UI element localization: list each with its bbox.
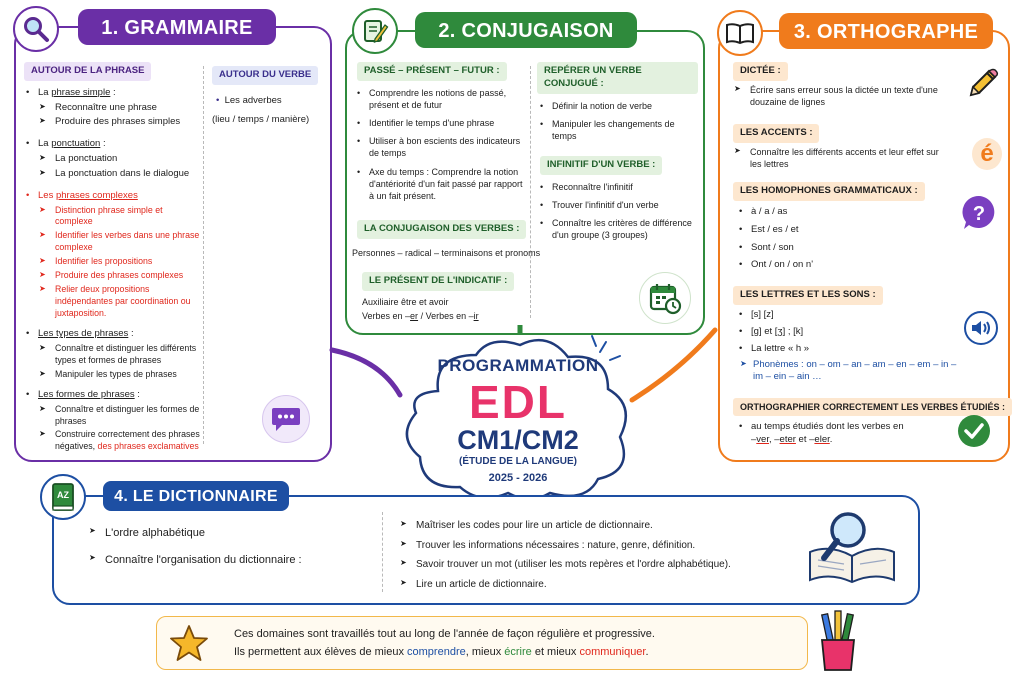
conjugaison-title: 2. CONJUGAISON — [415, 12, 637, 48]
center-programmation: PROGRAMMATION — [437, 356, 599, 375]
dictionary-icon-badge — [40, 474, 86, 520]
dictionary-book-icon — [50, 482, 76, 512]
book-magnifier-icon — [806, 508, 898, 584]
present-line: Auxiliaire être et avoir — [362, 296, 449, 307]
star-icon — [168, 622, 210, 664]
center-level: CM1/CM2 — [457, 424, 579, 455]
list-item: • Identifier le temps d'une phrase — [357, 117, 527, 129]
list-item: • Axe du temps : Comprendre la notion d'antériorité d'un fait passé par rapport à un fait présent. — [357, 166, 527, 202]
list-item: ➤ Trouver les informations nécessaires : nature, genre, définition. — [399, 539, 731, 553]
subheading-conjugaison-verbes: LA CONJUGAISON DES VERBES : — [357, 220, 526, 239]
list-item: • au temps étudiés dont les verbes en –ver, –eter et –eler. — [739, 421, 909, 447]
center-edl: EDL — [469, 375, 567, 428]
subheading-infinitif: INFINITIF D'UN VERBE : — [540, 156, 662, 175]
subheading-autour-verbe: AUTOUR DU VERBE — [212, 66, 318, 85]
adverbes-item: • Les adverbes — [216, 94, 282, 106]
list-item: ➤ Lire un article de dictionnaire. — [399, 578, 731, 592]
list-item: • La ponctuation : ➤ La ponctuation ➤ La ponctuation dans le dialogue — [26, 138, 200, 180]
grammaire-title: 1. GRAMMAIRE — [78, 9, 276, 45]
footer-line: Ils permettent aux élèves de mieux comprendre, mieux écrire et mieux communiquer. — [234, 646, 649, 658]
subheading-reperer-verbe: REPÉRER UN VERBE CONJUGUÉ : — [537, 62, 698, 94]
list-item: • Les types de phrases : ➤ Connaître et distinguer les différents types et formes de phrases ➤ Manipuler les types de phrases — [26, 328, 200, 380]
list-item: ➤ Connaître les différents accents et leur effet sur les lettres — [733, 146, 943, 170]
subheading-passe-present-futur: PASSÉ – PRÉSENT – FUTUR : — [357, 62, 507, 81]
divider — [382, 512, 383, 592]
dictionnaire-left-list — [88, 524, 302, 568]
list-item: • Connaître les critères de différence d'un groupe (3 groupes) — [540, 217, 698, 241]
subheading-accents: LES ACCENTS : — [733, 124, 819, 143]
list-item: ➤ L'ordre alphabétique — [88, 526, 302, 541]
center-title-block — [398, 355, 638, 486]
list-item: • Les formes de phrases : ➤ Connaître et distinguer les formes de phrases ➤ Construire correctement des phrases négatives, des phrases exclamatives — [26, 389, 200, 453]
list-item: • Manipuler les changements de temps — [540, 118, 698, 142]
subheading-lettres-sons: LES LETTRES ET LES SONS : — [733, 286, 883, 305]
list-item: ➤ Maîtriser les codes pour lire un article de dictionnaire. — [399, 519, 731, 533]
list-item: • Sont / son — [739, 242, 943, 255]
svg-text:AZ: AZ — [57, 490, 69, 500]
orthographe-title: 3. ORTHOGRAPHE — [779, 13, 993, 49]
list-item: ➤ Connaître l'organisation du dictionnaire : — [88, 553, 302, 568]
subheading-present-indicatif: LE PRÉSENT DE L'INDICATIF : — [362, 272, 514, 291]
list-item: • Utiliser à bon escients des indicateurs de temps — [357, 135, 527, 159]
center-subtitle: (ÉTUDE DE LA LANGUE) — [459, 455, 577, 467]
footer-line: Ces domaines sont travaillés tout au long de l'année de façon régulière et progressive. — [234, 628, 655, 640]
list-item: • La lettre « h » — [739, 343, 943, 356]
conj-text: Personnes – radical – terminaisons et pronoms — [352, 247, 541, 258]
accent-e-icon: é — [972, 138, 1002, 170]
footer-text — [234, 625, 655, 661]
list-item: • Définir la notion de verbe — [540, 100, 698, 112]
list-item: • Les phrases complexes ➤ Distinction phrase simple et complexe ➤ Identifier les verbes dans une phrase complexe ➤ Identifier les propositions ➤ Produire des phrases complexes ➤ Relier deux propositions indépendantes par coordination ou juxtaposition. — [26, 190, 200, 320]
adverbes-detail: (lieu / temps / manière) — [212, 113, 310, 125]
list-item: • Est / es / et — [739, 224, 943, 237]
center-year: 2025 - 2026 — [488, 472, 548, 485]
list-item: • Comprendre les notions de passé, présent et de futur — [357, 87, 527, 111]
subheading-homophones: LES HOMOPHONES GRAMMATICAUX : — [733, 182, 925, 201]
present-line: Verbes en –er / Verbes en –ir — [362, 310, 479, 321]
list-item: • [g] et [ʒ] ; [k] — [739, 326, 943, 339]
list-item: • à / a / as — [739, 206, 943, 219]
pencil-cup-icon — [816, 610, 860, 672]
list-item: • Trouver l'infinitif d'un verbe — [540, 199, 698, 211]
list-item: • Ont / on / on n' — [739, 259, 943, 272]
subheading-dictee: DICTÉE : — [733, 62, 788, 81]
list-item: ➤ Phonèmes : on – om – an – am – en – em – in – im – ein – ain … — [739, 359, 957, 385]
subheading-autour-phrase: AUTOUR DE LA PHRASE — [24, 62, 151, 81]
svg-text:?: ? — [972, 203, 986, 225]
dictionnaire-title: 4. LE DICTIONNAIRE — [103, 481, 289, 511]
subheading-verbes-etudies: ORTHOGRAPHIER CORRECTEMENT LES VERBES ÉTUDIÉS : — [733, 398, 1012, 416]
list-item: ➤ Savoir trouver un mot (utiliser les mots repères et l'ordre alphabétique). — [399, 558, 731, 572]
list-item: • [s] [z] — [739, 309, 943, 322]
list-item: ➤ Écrire sans erreur sous la dictée un texte d'une douzaine de lignes — [733, 84, 943, 108]
list-item: • La phrase simple : ➤ Reconnaître une phrase ➤ Produire des phrases simples — [26, 87, 200, 129]
dictionnaire-right-list — [399, 517, 731, 591]
list-item: • Reconnaître l'infinitif — [540, 181, 698, 193]
